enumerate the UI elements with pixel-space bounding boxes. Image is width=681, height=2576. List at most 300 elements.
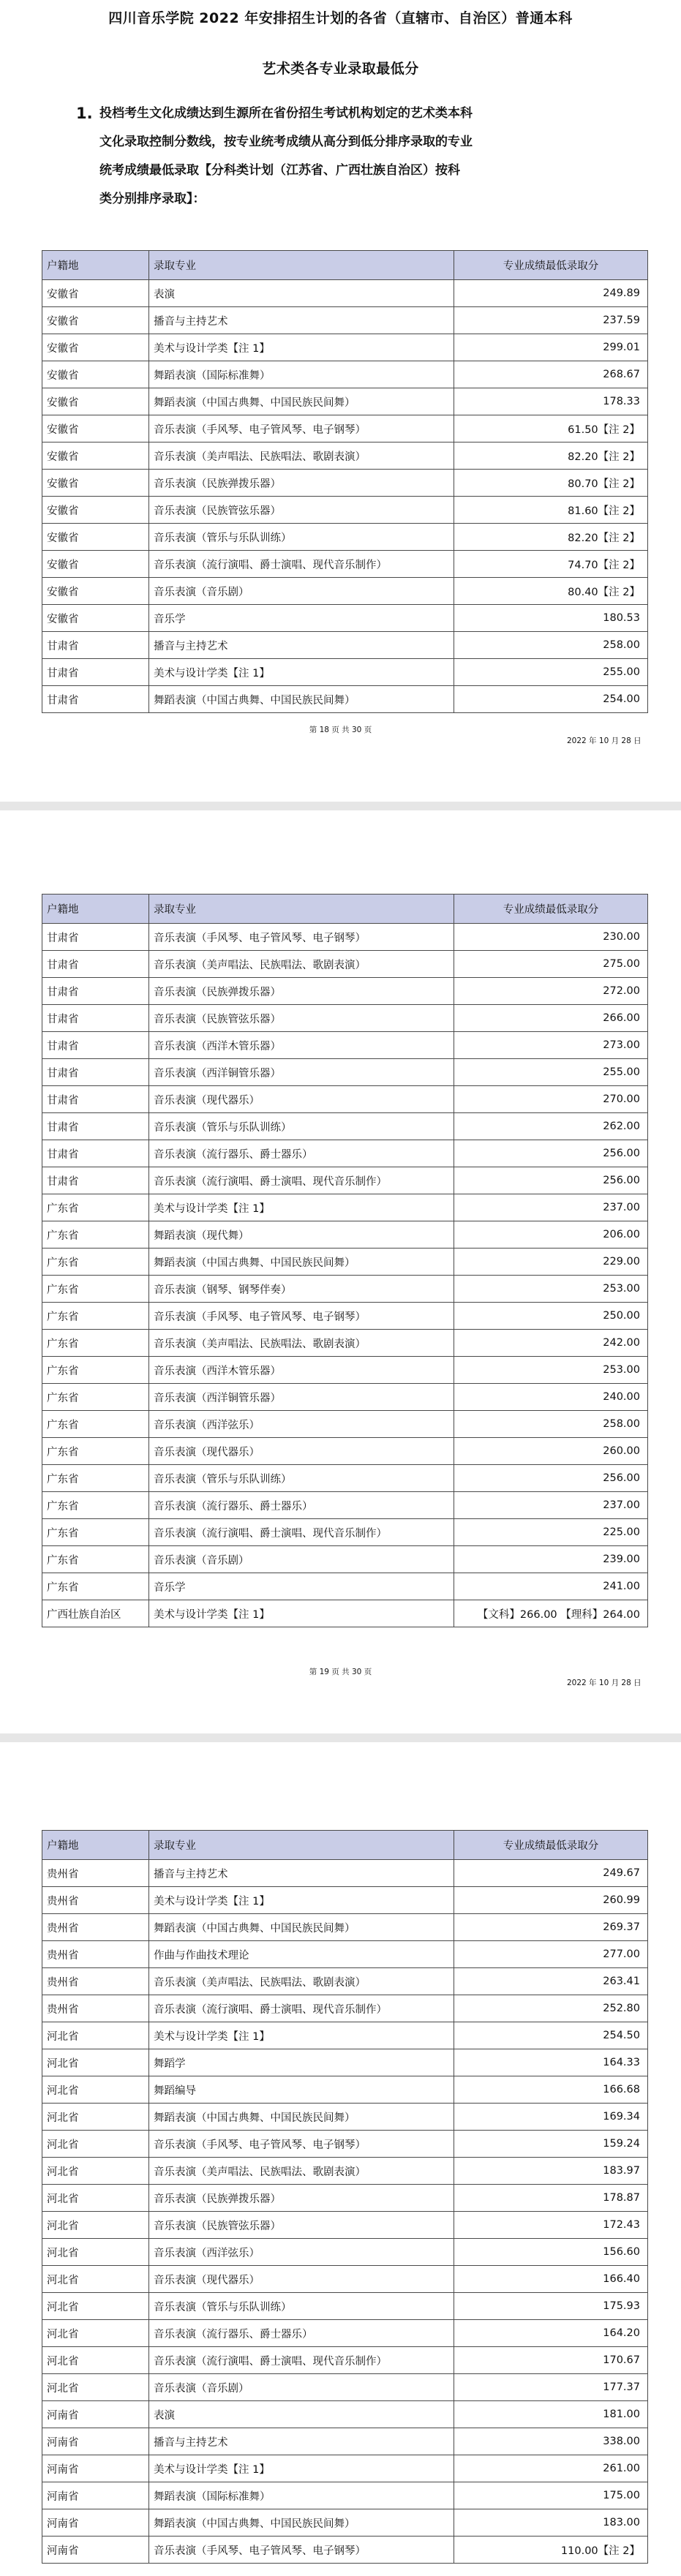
table-row — [42, 2347, 648, 2374]
table-row — [42, 280, 648, 307]
cell-province: 广东省 — [42, 1546, 149, 1573]
table-row — [42, 361, 648, 388]
cell-major: 音乐表演（音乐剧） — [149, 578, 454, 605]
cell-major: 音乐表演（美声唱法、民族唱法、歌剧表演） — [149, 1968, 454, 1995]
cell-major: 音乐表演（手风琴、电子管风琴、电子钢琴） — [149, 1303, 454, 1330]
cell-province: 河南省 — [42, 2509, 149, 2537]
cell-major: 音乐表演（西洋弦乐） — [149, 1411, 454, 1438]
cell-major: 音乐表演（美声唱法、民族唱法、歌剧表演） — [149, 442, 454, 470]
table-row — [42, 1995, 648, 2022]
cell-major: 舞蹈表演（国际标准舞） — [149, 2482, 454, 2509]
cell-province: 安徽省 — [42, 605, 149, 632]
cell-province: 河北省 — [42, 2320, 149, 2347]
cell-major: 音乐表演（西洋木管乐器） — [149, 1357, 454, 1384]
table-row — [42, 2266, 648, 2293]
cell-major: 美术与设计学类【注 1】 — [149, 2455, 454, 2482]
table-row — [42, 1005, 648, 1032]
cell-score: 178.33 — [454, 388, 648, 415]
cell-province: 河南省 — [42, 2401, 149, 2428]
table-row — [42, 1113, 648, 1140]
table-row — [42, 497, 648, 524]
cell-score: 338.00 — [454, 2428, 648, 2455]
cell-province: 河北省 — [42, 2293, 149, 2320]
cell-major: 音乐表演（西洋铜管乐器） — [149, 1384, 454, 1411]
cell-score: 252.80 — [454, 1995, 648, 2022]
table-row — [42, 2428, 648, 2455]
cell-score: 273.00 — [454, 1032, 648, 1059]
cell-score: 260.00 — [454, 1438, 648, 1465]
table-row — [42, 1914, 648, 1941]
cell-province: 广东省 — [42, 1303, 149, 1330]
cell-province: 广东省 — [42, 1411, 149, 1438]
cell-province: 贵州省 — [42, 1860, 149, 1887]
cell-major: 舞蹈表演（国际标准舞） — [149, 361, 454, 388]
table-row — [42, 1221, 648, 1249]
table-row — [42, 551, 648, 578]
table-row — [42, 1086, 648, 1113]
table-row — [42, 2158, 648, 2185]
document-date: 2022 年 10 月 28 日 — [567, 737, 642, 745]
cell-score: 269.37 — [454, 1914, 648, 1941]
cell-score: 181.00 — [454, 2401, 648, 2428]
cell-score: 255.00 — [454, 659, 648, 686]
cell-province: 贵州省 — [42, 1968, 149, 1995]
cell-province: 安徽省 — [42, 497, 149, 524]
cell-major: 美术与设计学类【注 1】 — [149, 1194, 454, 1221]
table-header-row — [42, 251, 648, 280]
cell-score: 270.00 — [454, 1086, 648, 1113]
table-row — [42, 1357, 648, 1384]
table-row — [42, 2076, 648, 2104]
cell-score: 263.41 — [454, 1968, 648, 1995]
cell-major: 音乐表演（音乐剧） — [149, 1546, 454, 1573]
header-province: 户籍地 — [42, 251, 149, 280]
cell-major: 美术与设计学类【注 1】 — [149, 659, 454, 686]
cell-score: 183.97 — [454, 2158, 648, 2185]
cell-score: 230.00 — [454, 924, 648, 951]
cell-major: 音乐表演（西洋弦乐） — [149, 2239, 454, 2266]
instruction-line: 文化录取控制分数线，按专业统考成绩从高分到低分排序录取的专业 — [99, 135, 473, 149]
table-row — [42, 1384, 648, 1411]
cell-province: 安徽省 — [42, 524, 149, 551]
table-row — [42, 1059, 648, 1086]
cell-province: 甘肃省 — [42, 632, 149, 659]
cell-major: 音乐表演（现代器乐） — [149, 1438, 454, 1465]
cell-score: 266.00 — [454, 1005, 648, 1032]
cell-major: 音乐表演（流行器乐、爵士器乐） — [149, 2320, 454, 2347]
cell-major: 舞蹈表演（中国古典舞、中国民族民间舞） — [149, 1914, 454, 1941]
cell-score: 241.00 — [454, 1573, 648, 1600]
cell-major: 音乐表演（手风琴、电子管风琴、电子钢琴） — [149, 2537, 454, 2564]
cell-province: 甘肃省 — [42, 951, 149, 978]
table-row — [42, 2239, 648, 2266]
cell-province: 广东省 — [42, 1519, 149, 1546]
cell-score: 253.00 — [454, 1357, 648, 1384]
table-row — [42, 1860, 648, 1887]
cell-province: 贵州省 — [42, 1941, 149, 1968]
cell-major: 美术与设计学类【注 1】 — [149, 1600, 454, 1627]
instruction-line: 投档考生文化成绩达到生源所在省份招生考试机构划定的艺术类本科 — [99, 106, 473, 121]
cell-score: 82.20【注 2】 — [454, 442, 648, 470]
table-row — [42, 2455, 648, 2482]
cell-major: 音乐表演（现代器乐） — [149, 2266, 454, 2293]
cell-province: 甘肃省 — [42, 1059, 149, 1086]
table-row — [42, 1465, 648, 1492]
header-major: 录取专业 — [149, 1831, 454, 1860]
cell-major: 播音与主持艺术 — [149, 1860, 454, 1887]
cell-province: 广东省 — [42, 1438, 149, 1465]
table-row — [42, 2131, 648, 2158]
cell-province: 甘肃省 — [42, 1140, 149, 1167]
document-date: 2022 年 10 月 28 日 — [567, 1679, 642, 1687]
cell-major: 音乐表演（流行演唱、爵士演唱、现代音乐制作） — [149, 1995, 454, 2022]
table-row — [42, 2320, 648, 2347]
cell-score: 262.00 — [454, 1113, 648, 1140]
cell-score: 206.00 — [454, 1221, 648, 1249]
cell-province: 甘肃省 — [42, 1086, 149, 1113]
cell-province: 广东省 — [42, 1465, 149, 1492]
cell-score: 299.01 — [454, 334, 648, 361]
cell-score: 183.00 — [454, 2509, 648, 2537]
cell-major: 音乐表演（流行器乐、爵士器乐） — [149, 1140, 454, 1167]
table-row — [42, 2022, 648, 2049]
cell-score: 172.43 — [454, 2212, 648, 2239]
cell-score: 249.89 — [454, 280, 648, 307]
cell-major: 美术与设计学类【注 1】 — [149, 2022, 454, 2049]
cell-province: 安徽省 — [42, 442, 149, 470]
cell-score: 237.00 — [454, 1194, 648, 1221]
cell-major: 音乐表演（西洋木管乐器） — [149, 1032, 454, 1059]
cell-score: 255.00 — [454, 1059, 648, 1086]
table-row — [42, 1968, 648, 1995]
cell-province: 广西壮族自治区 — [42, 1600, 149, 1627]
table-row — [42, 2374, 648, 2401]
header-major: 录取专业 — [149, 251, 454, 280]
cell-province: 甘肃省 — [42, 1032, 149, 1059]
table-row — [42, 334, 648, 361]
cell-province: 安徽省 — [42, 307, 149, 334]
cell-province: 甘肃省 — [42, 1113, 149, 1140]
cell-major: 音乐表演（现代器乐） — [149, 1086, 454, 1113]
cell-province: 安徽省 — [42, 388, 149, 415]
table-row — [42, 1276, 648, 1303]
cell-province: 甘肃省 — [42, 1005, 149, 1032]
cell-province: 甘肃省 — [42, 659, 149, 686]
cell-score: 237.59 — [454, 307, 648, 334]
cell-score: 256.00 — [454, 1465, 648, 1492]
cell-major: 播音与主持艺术 — [149, 632, 454, 659]
table-row — [42, 1941, 648, 1968]
cell-score: 250.00 — [454, 1303, 648, 1330]
cell-major: 播音与主持艺术 — [149, 2428, 454, 2455]
cell-province: 安徽省 — [42, 280, 149, 307]
cell-score: 237.00 — [454, 1492, 648, 1519]
table-row — [42, 388, 648, 415]
header-score: 专业成绩最低录取分 — [454, 895, 648, 924]
cell-province: 河北省 — [42, 2131, 149, 2158]
cell-score: 180.53 — [454, 605, 648, 632]
instruction-line: 类分别排序录取】： — [99, 192, 206, 206]
cell-province: 河北省 — [42, 2212, 149, 2239]
cell-province: 贵州省 — [42, 1995, 149, 2022]
table-row — [42, 415, 648, 442]
cell-province: 河北省 — [42, 2374, 149, 2401]
cell-score: 178.87 — [454, 2185, 648, 2212]
table-row — [42, 578, 648, 605]
document-title: 四川音乐学院 2022 年安排招生计划的各省（直辖市、自治区）普通本科 — [108, 10, 573, 26]
cell-province: 河南省 — [42, 2455, 149, 2482]
cell-score: 254.50 — [454, 2022, 648, 2049]
cell-score: 110.00【注 2】 — [454, 2537, 648, 2564]
cell-province: 河南省 — [42, 2537, 149, 2564]
table-row — [42, 1303, 648, 1330]
cell-major: 音乐表演（手风琴、电子管风琴、电子钢琴） — [149, 2131, 454, 2158]
cell-major: 舞蹈表演（中国古典舞、中国民族民间舞） — [149, 686, 454, 713]
cell-score: 254.00 — [454, 686, 648, 713]
cell-score: 81.60【注 2】 — [454, 497, 648, 524]
cell-major: 舞蹈表演（中国古典舞、中国民族民间舞） — [149, 2509, 454, 2537]
cell-major: 音乐表演（音乐剧） — [149, 2374, 454, 2401]
score-table — [42, 1830, 648, 2564]
cell-major: 音乐表演（手风琴、电子管风琴、电子钢琴） — [149, 415, 454, 442]
cell-score: 61.50【注 2】 — [454, 415, 648, 442]
document-page-20 — [0, 1742, 681, 2576]
cell-score: 258.00 — [454, 632, 648, 659]
cell-score: 239.00 — [454, 1546, 648, 1573]
cell-major: 音乐表演（美声唱法、民族唱法、歌剧表演） — [149, 951, 454, 978]
document-subtitle: 艺术类各专业录取最低分 — [262, 61, 419, 77]
cell-province: 广东省 — [42, 1194, 149, 1221]
cell-score: 74.70【注 2】 — [454, 551, 648, 578]
cell-major: 音乐学 — [149, 1573, 454, 1600]
cell-score: 275.00 — [454, 951, 648, 978]
cell-province: 安徽省 — [42, 578, 149, 605]
cell-province: 广东省 — [42, 1492, 149, 1519]
instruction-paragraph — [67, 99, 645, 214]
cell-major: 美术与设计学类【注 1】 — [149, 1887, 454, 1914]
header-score: 专业成绩最低录取分 — [454, 251, 648, 280]
cell-score: 225.00 — [454, 1519, 648, 1546]
cell-major: 舞蹈学 — [149, 2049, 454, 2076]
cell-major: 舞蹈编导 — [149, 2076, 454, 2104]
cell-major: 音乐表演（手风琴、电子管风琴、电子钢琴） — [149, 924, 454, 951]
cell-province: 广东省 — [42, 1573, 149, 1600]
table-row — [42, 686, 648, 713]
cell-major: 表演 — [149, 2401, 454, 2428]
table-row — [42, 1438, 648, 1465]
cell-score: 169.34 — [454, 2104, 648, 2131]
cell-major: 美术与设计学类【注 1】 — [149, 334, 454, 361]
cell-province: 安徽省 — [42, 334, 149, 361]
cell-province: 安徽省 — [42, 415, 149, 442]
cell-major: 音乐表演（美声唱法、民族唱法、歌剧表演） — [149, 2158, 454, 2185]
cell-major: 音乐表演（民族管弦乐器） — [149, 2212, 454, 2239]
cell-major: 音乐表演（流行演唱、爵士演唱、现代音乐制作） — [149, 1519, 454, 1546]
cell-major: 音乐表演（民族管弦乐器） — [149, 1005, 454, 1032]
cell-province: 河南省 — [42, 2428, 149, 2455]
table-row — [42, 2185, 648, 2212]
cell-province: 广东省 — [42, 1221, 149, 1249]
cell-major: 音乐表演（美声唱法、民族唱法、歌剧表演） — [149, 1330, 454, 1357]
cell-score: 82.20【注 2】 — [454, 524, 648, 551]
cell-province: 河北省 — [42, 2076, 149, 2104]
cell-score: 249.67 — [454, 1860, 648, 1887]
cell-major: 舞蹈表演（中国古典舞、中国民族民间舞） — [149, 1249, 454, 1276]
cell-score: 258.00 — [454, 1411, 648, 1438]
cell-major: 音乐表演（流行演唱、爵士演唱、现代音乐制作） — [149, 2347, 454, 2374]
instruction-line: 统考成绩最低录取【分科类计划（江苏省、广西壮族自治区）按科 — [99, 163, 460, 178]
cell-score: 240.00 — [454, 1384, 648, 1411]
cell-major: 音乐表演（民族管弦乐器） — [149, 497, 454, 524]
table-header-row — [42, 895, 648, 924]
cell-province: 河北省 — [42, 2185, 149, 2212]
table-row — [42, 1492, 648, 1519]
cell-score: 166.68 — [454, 2076, 648, 2104]
table-row — [42, 1519, 648, 1546]
cell-score: 256.00 — [454, 1167, 648, 1194]
cell-major: 表演 — [149, 280, 454, 307]
cell-score: 170.67 — [454, 2347, 648, 2374]
table-row — [42, 1600, 648, 1627]
table-row — [42, 524, 648, 551]
cell-major: 音乐表演（民族弹拨乐器） — [149, 2185, 454, 2212]
cell-major: 作曲与作曲技术理论 — [149, 1941, 454, 1968]
table-row — [42, 1887, 648, 1914]
table-row — [42, 2537, 648, 2564]
table-row — [42, 1249, 648, 1276]
cell-province: 安徽省 — [42, 551, 149, 578]
cell-province: 贵州省 — [42, 1887, 149, 1914]
score-table — [42, 250, 648, 713]
cell-major: 音乐表演（管乐与乐队训练） — [149, 2293, 454, 2320]
cell-score: 177.37 — [454, 2374, 648, 2401]
instruction-number: 1. — [76, 105, 93, 122]
header-score: 专业成绩最低录取分 — [454, 1831, 648, 1860]
table-row — [42, 951, 648, 978]
cell-score: 253.00 — [454, 1276, 648, 1303]
table-row — [42, 442, 648, 470]
cell-province: 甘肃省 — [42, 1167, 149, 1194]
cell-score: 175.00 — [454, 2482, 648, 2509]
cell-province: 河北省 — [42, 2266, 149, 2293]
cell-province: 广东省 — [42, 1357, 149, 1384]
cell-province: 安徽省 — [42, 470, 149, 497]
table-row — [42, 1140, 648, 1167]
table-row — [42, 605, 648, 632]
cell-score: 166.40 — [454, 2266, 648, 2293]
table-row — [42, 924, 648, 951]
cell-major: 音乐表演（管乐与乐队训练） — [149, 1113, 454, 1140]
cell-province: 河北省 — [42, 2104, 149, 2131]
cell-score: 261.00 — [454, 2455, 648, 2482]
cell-province: 安徽省 — [42, 361, 149, 388]
table-row — [42, 307, 648, 334]
table-row — [42, 470, 648, 497]
cell-province: 广东省 — [42, 1276, 149, 1303]
cell-major: 音乐表演（管乐与乐队训练） — [149, 524, 454, 551]
cell-major: 舞蹈表演（现代舞） — [149, 1221, 454, 1249]
table-row — [42, 2401, 648, 2428]
cell-major: 音乐学 — [149, 605, 454, 632]
cell-score: 229.00 — [454, 1249, 648, 1276]
cell-major: 音乐表演（钢琴、钢琴伴奏） — [149, 1276, 454, 1303]
table-row — [42, 1167, 648, 1194]
cell-province: 广东省 — [42, 1384, 149, 1411]
cell-score: 80.40【注 2】 — [454, 578, 648, 605]
cell-province: 河北省 — [42, 2022, 149, 2049]
cell-score: 156.60 — [454, 2239, 648, 2266]
table-row — [42, 978, 648, 1005]
page-footer: 第 19 页 共 30 页 — [309, 1668, 372, 1676]
cell-province: 河北省 — [42, 2049, 149, 2076]
table-row — [42, 1330, 648, 1357]
header-province: 户籍地 — [42, 1831, 149, 1860]
table-row — [42, 1546, 648, 1573]
table-row — [42, 1411, 648, 1438]
table-row — [42, 1573, 648, 1600]
page-footer: 第 18 页 共 30 页 — [309, 726, 372, 734]
cell-province: 广东省 — [42, 1249, 149, 1276]
score-table — [42, 894, 648, 1627]
table-row — [42, 632, 648, 659]
cell-score: 272.00 — [454, 978, 648, 1005]
cell-score: 80.70【注 2】 — [454, 470, 648, 497]
cell-major: 播音与主持艺术 — [149, 307, 454, 334]
table-row — [42, 2104, 648, 2131]
cell-major: 音乐表演（流行器乐、爵士器乐） — [149, 1492, 454, 1519]
table-row — [42, 2293, 648, 2320]
cell-province: 河北省 — [42, 2158, 149, 2185]
cell-major: 音乐表演（民族弹拨乐器） — [149, 978, 454, 1005]
cell-province: 甘肃省 — [42, 686, 149, 713]
table-header-row — [42, 1831, 648, 1860]
table-row — [42, 2509, 648, 2537]
cell-major: 音乐表演（西洋铜管乐器） — [149, 1059, 454, 1086]
cell-province: 河南省 — [42, 2482, 149, 2509]
cell-score: 164.20 — [454, 2320, 648, 2347]
table-row — [42, 1194, 648, 1221]
cell-score: 159.24 — [454, 2131, 648, 2158]
cell-score: 164.33 — [454, 2049, 648, 2076]
cell-major: 音乐表演（管乐与乐队训练） — [149, 1465, 454, 1492]
cell-major: 音乐表演（流行演唱、爵士演唱、现代音乐制作） — [149, 1167, 454, 1194]
cell-score: 【文科】266.00 【理科】264.00 — [454, 1600, 648, 1627]
cell-major: 舞蹈表演（中国古典舞、中国民族民间舞） — [149, 388, 454, 415]
cell-score: 242.00 — [454, 1330, 648, 1357]
header-major: 录取专业 — [149, 895, 454, 924]
table-row — [42, 2212, 648, 2239]
table-row — [42, 659, 648, 686]
cell-province: 河北省 — [42, 2239, 149, 2266]
cell-province: 河北省 — [42, 2347, 149, 2374]
cell-score: 175.93 — [454, 2293, 648, 2320]
cell-province: 贵州省 — [42, 1914, 149, 1941]
cell-score: 277.00 — [454, 1941, 648, 1968]
cell-province: 甘肃省 — [42, 924, 149, 951]
cell-score: 256.00 — [454, 1140, 648, 1167]
cell-major: 音乐表演（民族弹拨乐器） — [149, 470, 454, 497]
cell-score: 260.99 — [454, 1887, 648, 1914]
document-page-18 — [0, 0, 681, 802]
document-page-19 — [0, 810, 681, 1733]
header-province: 户籍地 — [42, 895, 149, 924]
cell-score: 268.67 — [454, 361, 648, 388]
cell-province: 广东省 — [42, 1330, 149, 1357]
cell-major: 舞蹈表演（中国古典舞、中国民族民间舞） — [149, 2104, 454, 2131]
table-row — [42, 1032, 648, 1059]
cell-major: 音乐表演（流行演唱、爵士演唱、现代音乐制作） — [149, 551, 454, 578]
table-row — [42, 2482, 648, 2509]
